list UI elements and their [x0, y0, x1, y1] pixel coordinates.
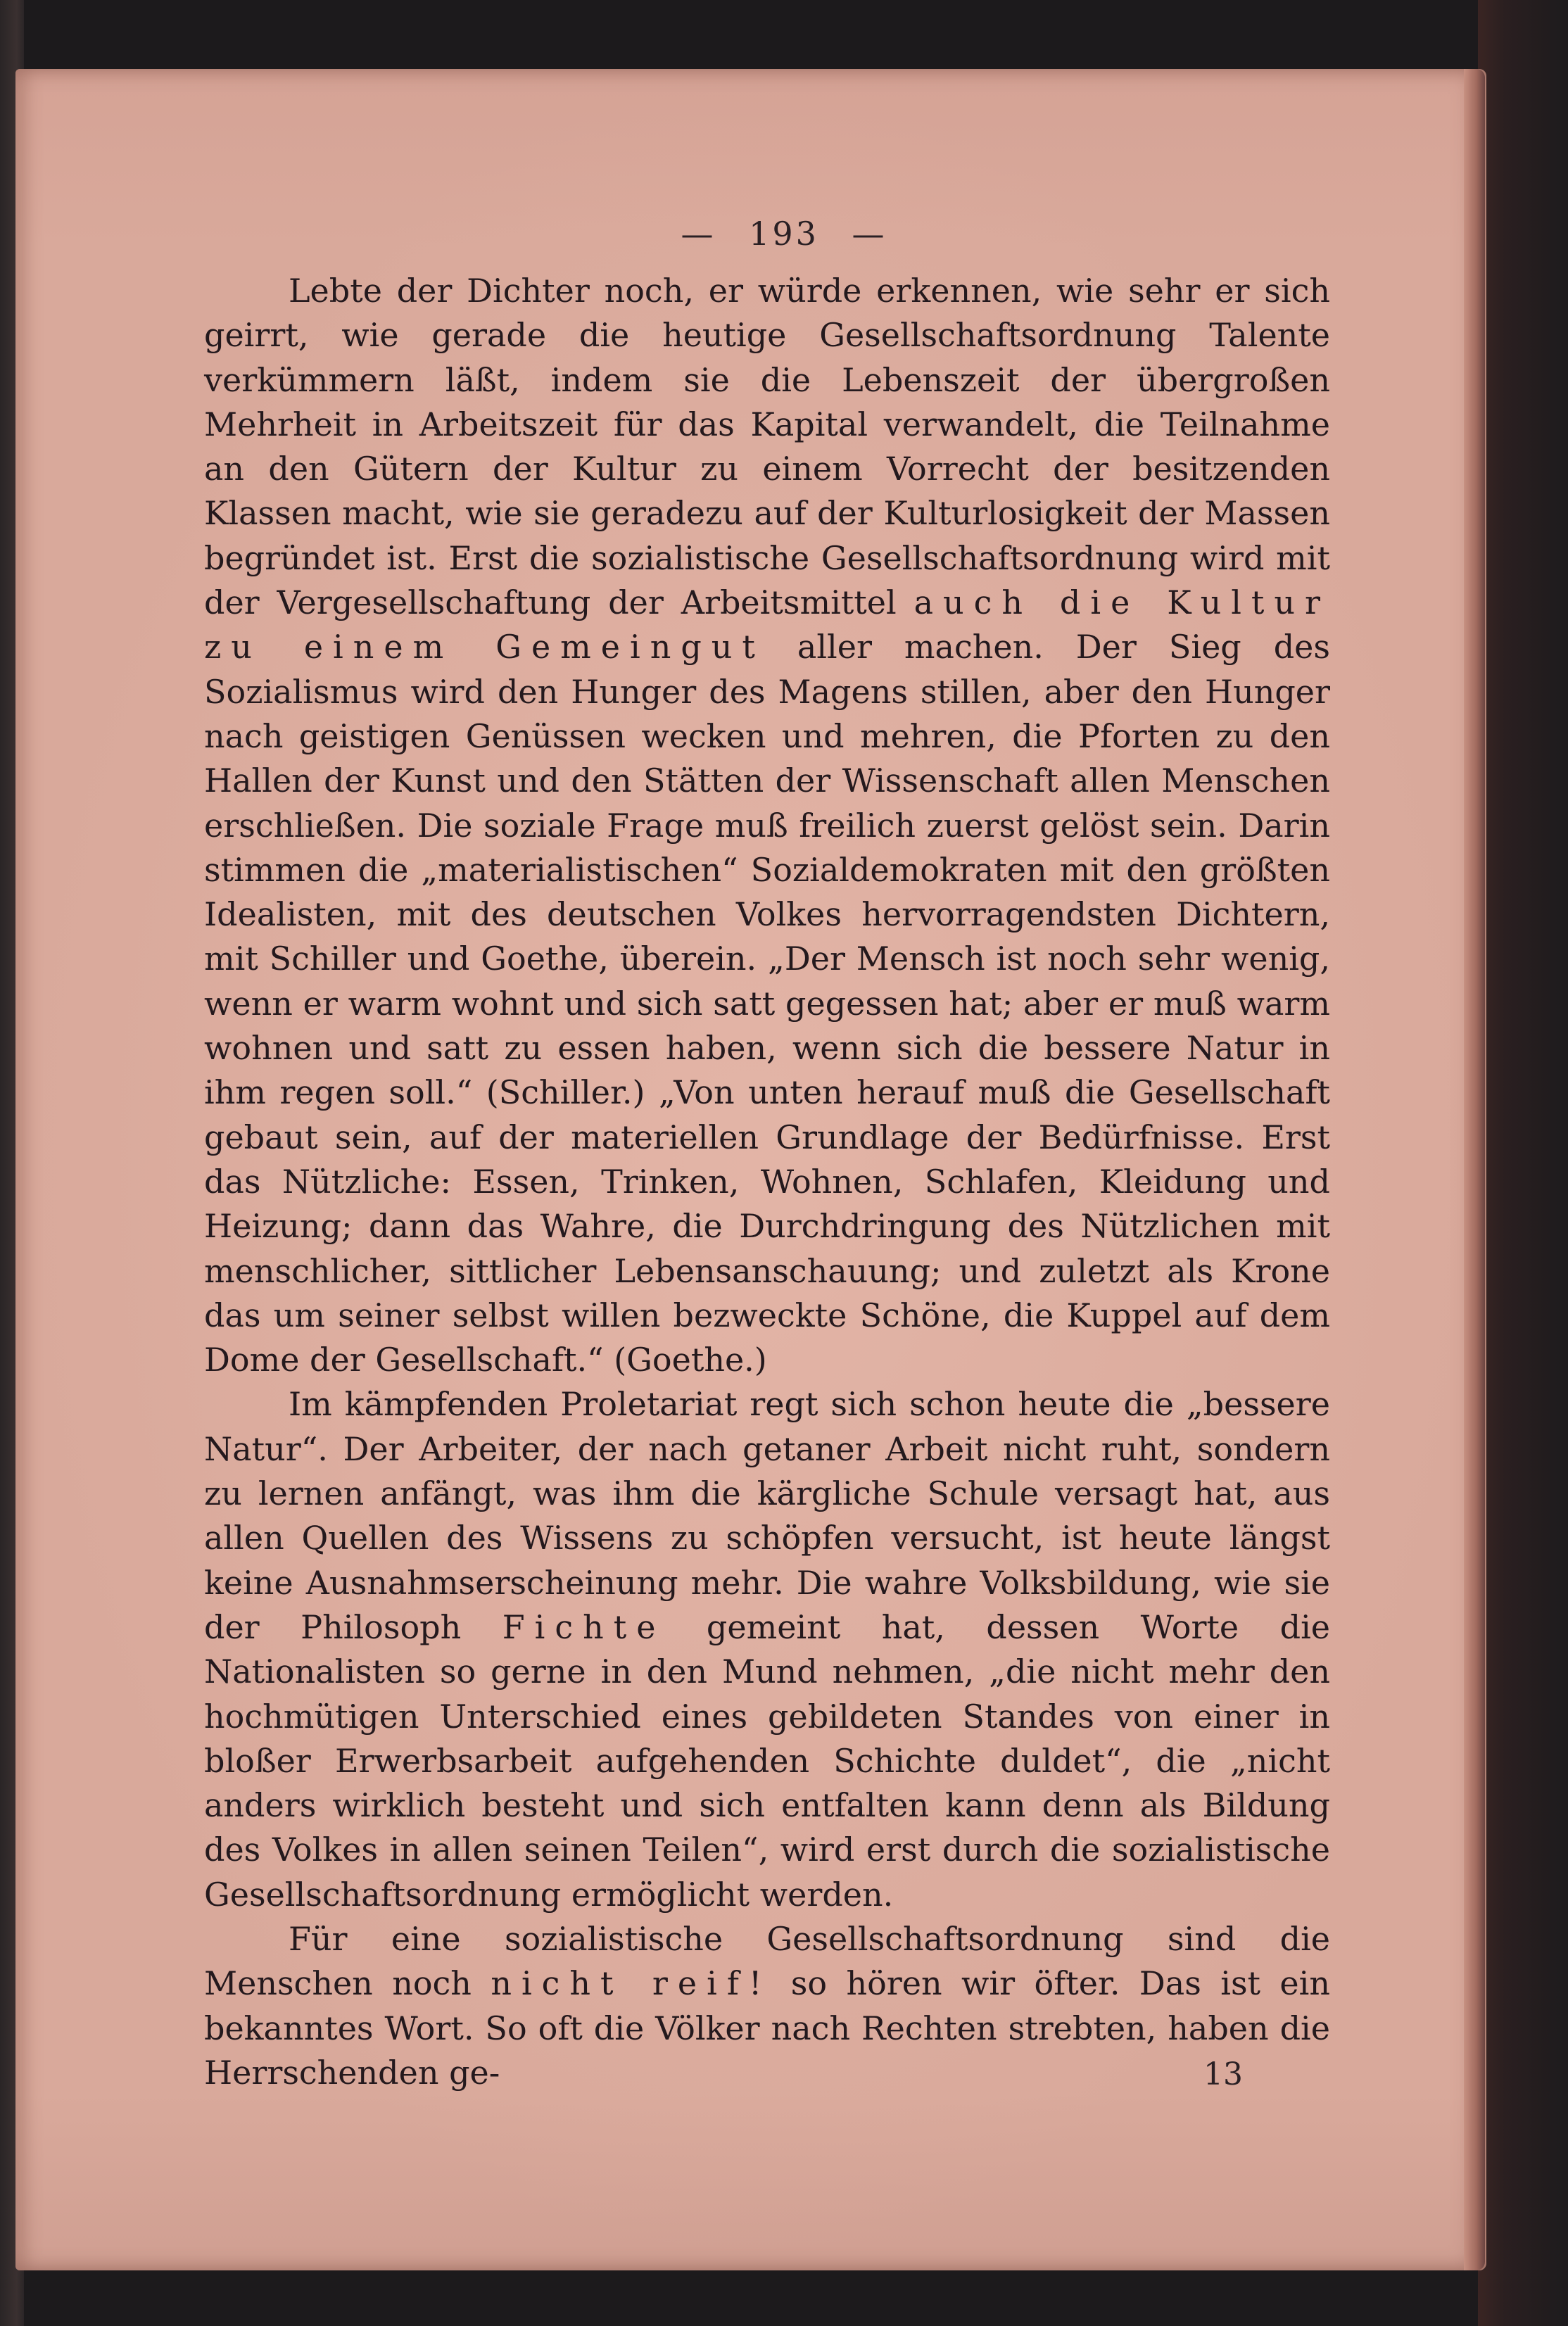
- page-number: 193: [749, 215, 819, 253]
- paragraph-2-text-b: gemeint hat, dessen Worte die Nationalisten so gerne in den Mund nehmen, „die nicht mehr den hochmütigen Unterschied eines gebildeten Standes von einer in bloßer Erwerbsarbeit aufgehenden Schichte duldet“, die „nicht anders wirklich besteht und sich entfalten kann denn als Bildung des Volkes in allen seinen Teilen“, wird erst durch die sozialistische Gesellschaftsordnung ermöglicht werden.: [204, 1607, 1330, 1914]
- header-dash-left: —: [681, 215, 716, 253]
- paragraph-1: [204, 269, 1330, 1382]
- paragraph-3-text-a: Für eine sozialistische Gesellschaftsordnung sind die Menschen noch: [204, 1919, 1330, 2003]
- book-cover-right: [1478, 0, 1568, 2326]
- header-dash-right: —: [852, 215, 887, 253]
- paragraph-3-text-b: so hören wir öfter. Das ist ein bekanntes Wort. So oft die Völker nach Rechten strebten, haben die Herrschenden ge-: [204, 1964, 1330, 2092]
- paragraph-3: [204, 1917, 1330, 2095]
- spaced-emphasis-fichte: Fichte: [502, 1607, 666, 1646]
- spaced-emphasis-nicht-reif: nicht reif!: [491, 1964, 772, 2003]
- body-text: [204, 269, 1330, 2095]
- page-header: [0, 215, 1568, 253]
- paragraph-2: [204, 1382, 1330, 1917]
- paragraph-2-text-a: Im kämpfenden Proletariat regt sich schon heute die „bessere Natur“. Der Arbeiter, der nach getaner Arbeit nicht ruht, sondern zu lernen anfängt, was ihm die kärgliche Schule versagt hat, aus allen Quellen des Wissens zu schöpfen versucht, ist heute längst keine Ausnahmserscheinung mehr. Die wahre Volksbildung, wie sie der Philosoph: [204, 1385, 1330, 1646]
- paragraph-1-text-a: Lebte der Dichter noch, er würde erkennen, wie sehr er sich geirrt, wie gerade die heutige Gesellschaftsordnung Talente verkümmern läßt, indem sie die Lebenszeit der übergroßen Mehrheit in Arbeitszeit für das Kapital verwandelt, die Teilnahme an den Gütern der Kultur zu einem Vorrecht der besitzenden Klassen macht, wie sie geradezu auf der Kulturlosigkeit der Massen begründet ist. Erst die sozialistische Gesellschaftsordnung wird mit der Vergesellschaftung der Arbeitsmittel: [204, 272, 1330, 622]
- spaced-emphasis-kultur: auch die Kultur zu einem Gemeingut: [204, 583, 1331, 666]
- page-edge: [1464, 69, 1485, 2270]
- signature-mark: 13: [1203, 2056, 1243, 2092]
- paragraph-1-text-b: aller machen. Der Sieg des Sozialismus wird den Hunger des Magens stillen, aber den Hunger nach geistigen Genüssen wecken und mehren, die Pforten zu den Hallen der Kunst und den Stätten der Wissenschaft allen Menschen erschließen. Die soziale Frage muß freilich zuerst gelöst sein. Darin stimmen die „materialistischen“ Sozialdemokraten mit den größten Idealisten, mit des deutschen Volkes hervorragendsten Dichtern, mit Schiller und Goethe, überein. „Der Mensch ist noch sehr wenig, wenn er warm wohnt und sich satt gegessen hat; aber er muß warm wohnen und satt zu essen haben, wenn sich die bessere Natur in ihm regen soll.“ (Schiller.) „Von unten herauf muß die Gesellschaft gebaut sein, auf der materiellen Grundlage der Bedürfnisse. Erst das Nützliche: Essen, Trinken, Wohnen, Schlafen, Kleidung und Heizung; dann das Wahre, die Durchdringung des Nützlichen mit menschlicher, sittlicher Lebensanschauung; und zuletzt als Krone das um seiner selbst willen bezweckte Schöne, die Kuppel auf dem Dome der Gesellschaft.“ (Goethe.): [204, 628, 1330, 1379]
